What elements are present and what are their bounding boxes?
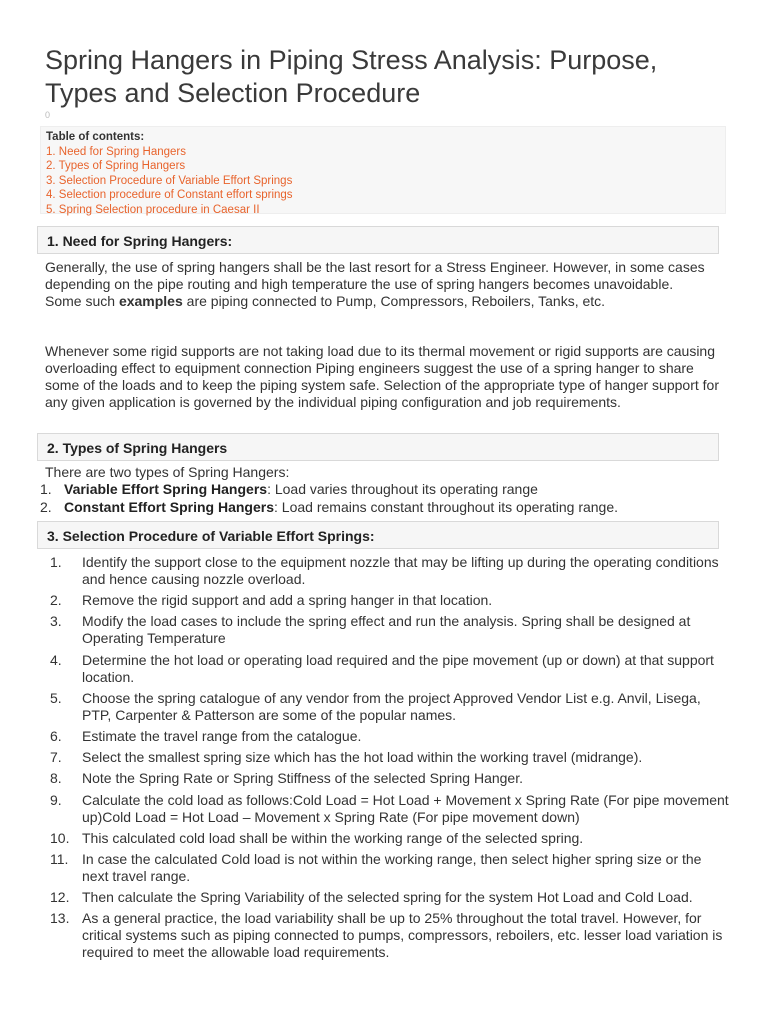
list-item-term: Constant Effort Spring Hangers	[64, 498, 275, 515]
list-item	[50, 592, 730, 609]
list-item-text: : Load varies throughout its operating range	[267, 481, 538, 497]
list-item-number: 2.	[40, 498, 52, 515]
list-item	[50, 728, 730, 745]
step-number: 10.	[50, 829, 70, 846]
toc-link-types[interactable]: 2. Types of Spring Hangers	[46, 160, 186, 172]
list-item	[50, 554, 730, 588]
step-text: Determine the hot load or operating load required and the pipe movement (up or down) at that support location.	[82, 651, 714, 685]
step-text: Remove the rigid support and add a spring hanger in that location.	[82, 592, 493, 609]
list-item	[50, 690, 730, 724]
step-number: 12.	[50, 889, 70, 906]
section-heading-need: 1. Need for Spring Hangers:	[37, 226, 719, 254]
list-item	[50, 910, 730, 961]
toc-link-caesar[interactable]: 5. Spring Selection procedure in Caesar II	[46, 203, 260, 216]
step-number: 5.	[50, 689, 62, 706]
step-text: Modify the load cases to include the spring effect and run the analysis. Spring shall be designed at Operating Temperature	[82, 613, 691, 647]
step-text: Select the smallest spring size which has the hot load within the working travel (midrange).	[82, 749, 643, 766]
page-title: Spring Hangers in Piping Stress Analysis: Purpose, Types and Selection Procedure	[45, 45, 658, 108]
section1-paragraph-1	[45, 259, 725, 310]
section1-p1-text: Generally, the use of spring hangers shall be the last resort for a Stress Engineer. However, in some cases depending on the pipe routing and high temperature the use of spring hangers becomes unavoidable.	[45, 259, 705, 292]
list-item	[50, 851, 730, 885]
step-number: 1.	[50, 554, 62, 570]
step-number: 8.	[50, 770, 62, 787]
list-item-number: 1.	[40, 481, 52, 497]
step-text: As a general practice, the load variability shall be up to 25% throughout the total travel. However, for critical systems such as piping connected to pumps, compressors, reboilers, etc. lesser load variation is required to meet the allowable load requirements.	[82, 910, 723, 961]
section1-p2-pre: Some such	[45, 293, 119, 309]
toc-link-variable-effort[interactable]: 3. Selection Procedure of Variable Effort Springs	[46, 174, 293, 187]
view-count: 0	[45, 110, 51, 120]
step-text: Note the Spring Rate or Spring Stiffness of the selected Spring Hanger.	[82, 770, 523, 787]
table-of-contents	[40, 126, 726, 214]
list-item-term: Variable Effort Spring Hangers	[64, 481, 268, 497]
section1-p2-post: are piping connected to Pump, Compressors, Reboilers, Tanks, etc.	[182, 293, 606, 309]
list-item	[50, 830, 730, 847]
step-text: Calculate the cold load as follows:Cold Load = Hot Load + Movement x Spring Rate (For pipe movement up)Cold Load = Hot Load – Movement x Spring Rate (For pipe movement down)	[82, 791, 729, 825]
step-number: 6.	[50, 727, 62, 744]
types-list	[40, 481, 730, 516]
step-text: Then calculate the Spring Variability of the selected spring for the system Hot Load and Cold Load.	[82, 889, 693, 906]
list-item	[50, 792, 730, 826]
step-number: 2.	[50, 592, 62, 609]
toc-heading: Table of contents:	[46, 131, 145, 143]
list-item	[40, 481, 730, 499]
step-text: This calculated cold load shall be within the working range of the selected spring.	[82, 829, 584, 846]
list-item	[50, 889, 730, 906]
section1-paragraph-3: Whenever some rigid supports are not taking load due to its thermal movement or rigid supports are causing overloading effect to equipment connection Piping engineers suggest the use of a spring hanger to share some of the loads and to keep the piping system safe. Selection of the appropriate type of hanger support for any given application is governed by the individual piping configuration and job requirements.	[45, 343, 719, 410]
section-heading-variable-effort: 3. Selection Procedure of Variable Effort Springs:	[37, 521, 719, 549]
step-number: 7.	[50, 749, 62, 766]
list-item	[50, 613, 730, 647]
step-number: 9.	[50, 791, 62, 808]
toc-link-constant-effort[interactable]: 4. Selection procedure of Constant effort springs	[46, 189, 293, 201]
section-heading-types: 2. Types of Spring Hangers	[37, 433, 719, 461]
list-item-text: : Load remains constant throughout its operating range.	[274, 498, 619, 515]
step-number: 3.	[50, 613, 62, 630]
step-number: 4.	[50, 651, 62, 668]
step-number: 13.	[50, 910, 70, 927]
list-item	[50, 770, 730, 787]
step-text: In case the calculated Cold load is not within the working range, then select higher spring size or the next travel range.	[82, 850, 702, 884]
step-number: 11.	[50, 850, 69, 867]
toc-link-need[interactable]: 1. Need for Spring Hangers	[46, 145, 186, 158]
list-item	[50, 749, 730, 766]
procedure-steps	[50, 554, 730, 965]
section1-p2-bold: examples	[118, 293, 183, 309]
step-text: Identify the support close to the equipment nozzle that may be lifting up during the operating conditions and hence causing nozzle overload.	[82, 554, 719, 587]
step-text: Estimate the travel range from the catalogue.	[82, 727, 362, 744]
list-item	[50, 652, 730, 686]
step-text: Choose the spring catalogue of any vendor from the project Approved Vendor List e.g. Anvil, Lisega, PTP, Carpenter & Patterson are some of the popular names.	[82, 689, 701, 723]
list-item	[40, 499, 730, 517]
section2-intro: There are two types of Spring Hangers:	[45, 464, 290, 480]
